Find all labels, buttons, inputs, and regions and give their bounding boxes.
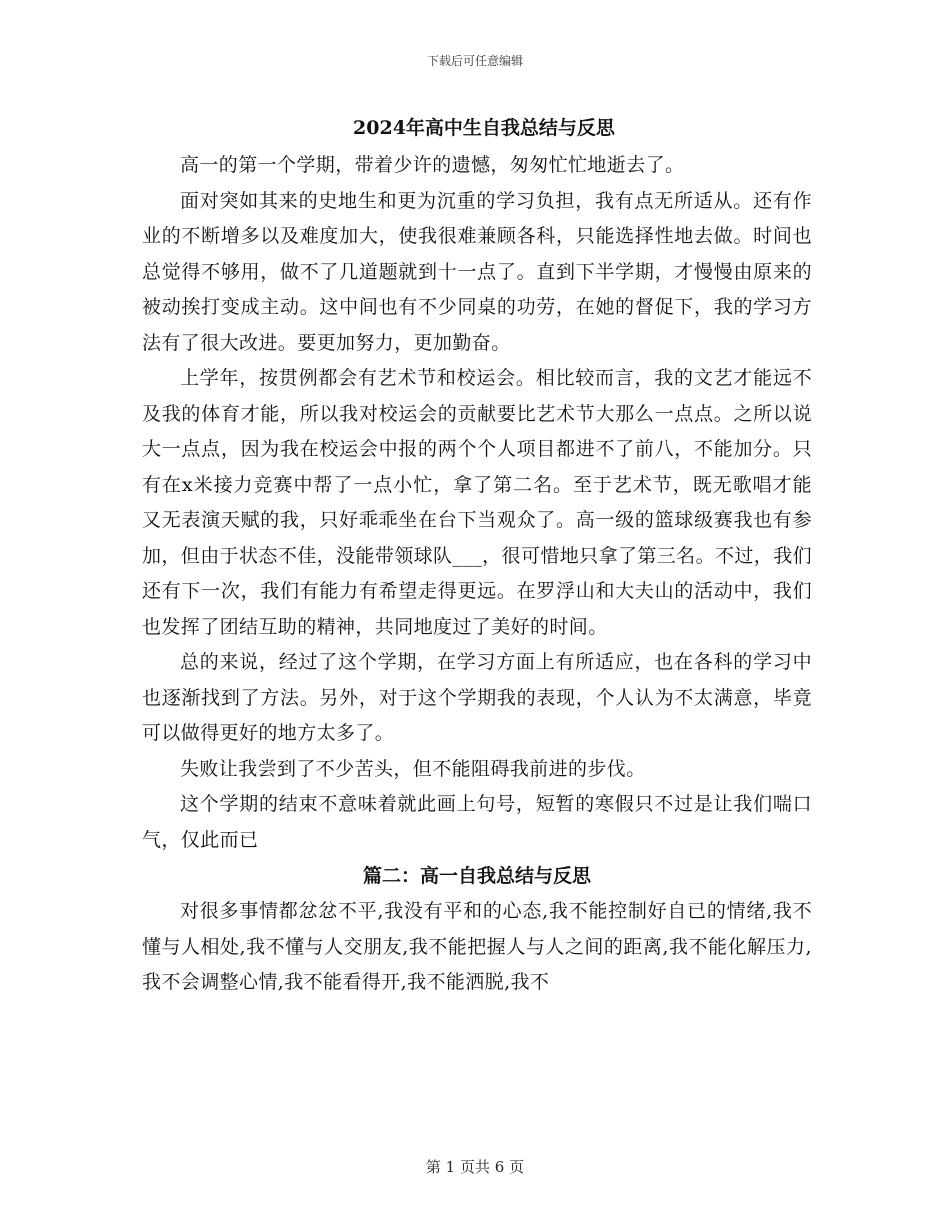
paragraph: 上学年，按贯例都会有艺术节和校运会。相比较而言，我的文艺才能远不及我的体育才能，所以我对校运会的贡献要比艺术节大那么一点点。之所以说大一点点，因为我在校运会中报的两个个人项目都进不了前八，不能加分。只有在x米接力竞赛中帮了一点小忙，拿了第二名。至于艺术节，既无歌唱才能又无表演天赋的我，只好乖乖坐在台下当观众了。高一级的篮球级赛我也有参加，但由于状态不佳，没能带领球队___，很可惜地只拿了第三名。不过，我们还有下一次，我们有能力有希望走得更远。在罗浮山和大夫山的活动中，我们也发挥了团结互助的精神，共同地度过了美好的时间。 bbox=[142, 367, 812, 638]
paragraph: 这个学期的结束不意味着就此画上句号，短暂的寒假只不过是让我们喘口气，仅此而已 bbox=[142, 793, 812, 851]
paragraph: 总的来说，经过了这个学期，在学习方面上有所适应，也在各科的学习中也逐渐找到了方法。另外，对于这个学期我的表现，个人认为不太满意，毕竟可以做得更好的地方太多了。 bbox=[142, 651, 812, 744]
paragraph: 失败让我尝到了不少苦头，但不能阻碍我前进的步伐。 bbox=[180, 757, 646, 780]
document-body bbox=[142, 108, 812, 1001]
document-title: 2024年高中生自我总结与反思 bbox=[353, 117, 615, 139]
paragraph: 面对突如其来的史地生和更为沉重的学习负担，我有点无所适从。还有作业的不断增多以及难度加大，使我很难兼顾各科，只能选择性地去做。时间也总觉得不够用，做不了几道题就到十一点了。直到下半学期，才慢慢由原来的被动挨打变成主动。这中间也有不少同桌的功劳，在她的督促下，我的学习方法有了很大改进。要更加努力，更加勤奋。 bbox=[142, 189, 812, 354]
paragraph: 高一的第一个学期，带着少许的遗憾，匆匆忙忙地逝去了。 bbox=[180, 154, 685, 176]
page-number: 第 1 页共 6 页 bbox=[425, 1158, 525, 1176]
paragraph: 对很多事情都忿忿不平,我没有平和的心态,我不能控制好自已的情绪,我不懂与人相处,我不懂与人交朋友,我不能把握人与人之间的距离,我不能化解压力,我不会调整心情,我不能看得开,我不能洒脱,我不 bbox=[142, 900, 812, 993]
section-title: 篇二：高一自我总结与反思 bbox=[362, 865, 591, 887]
header-note: 下载后可任意编辑 bbox=[426, 54, 523, 68]
